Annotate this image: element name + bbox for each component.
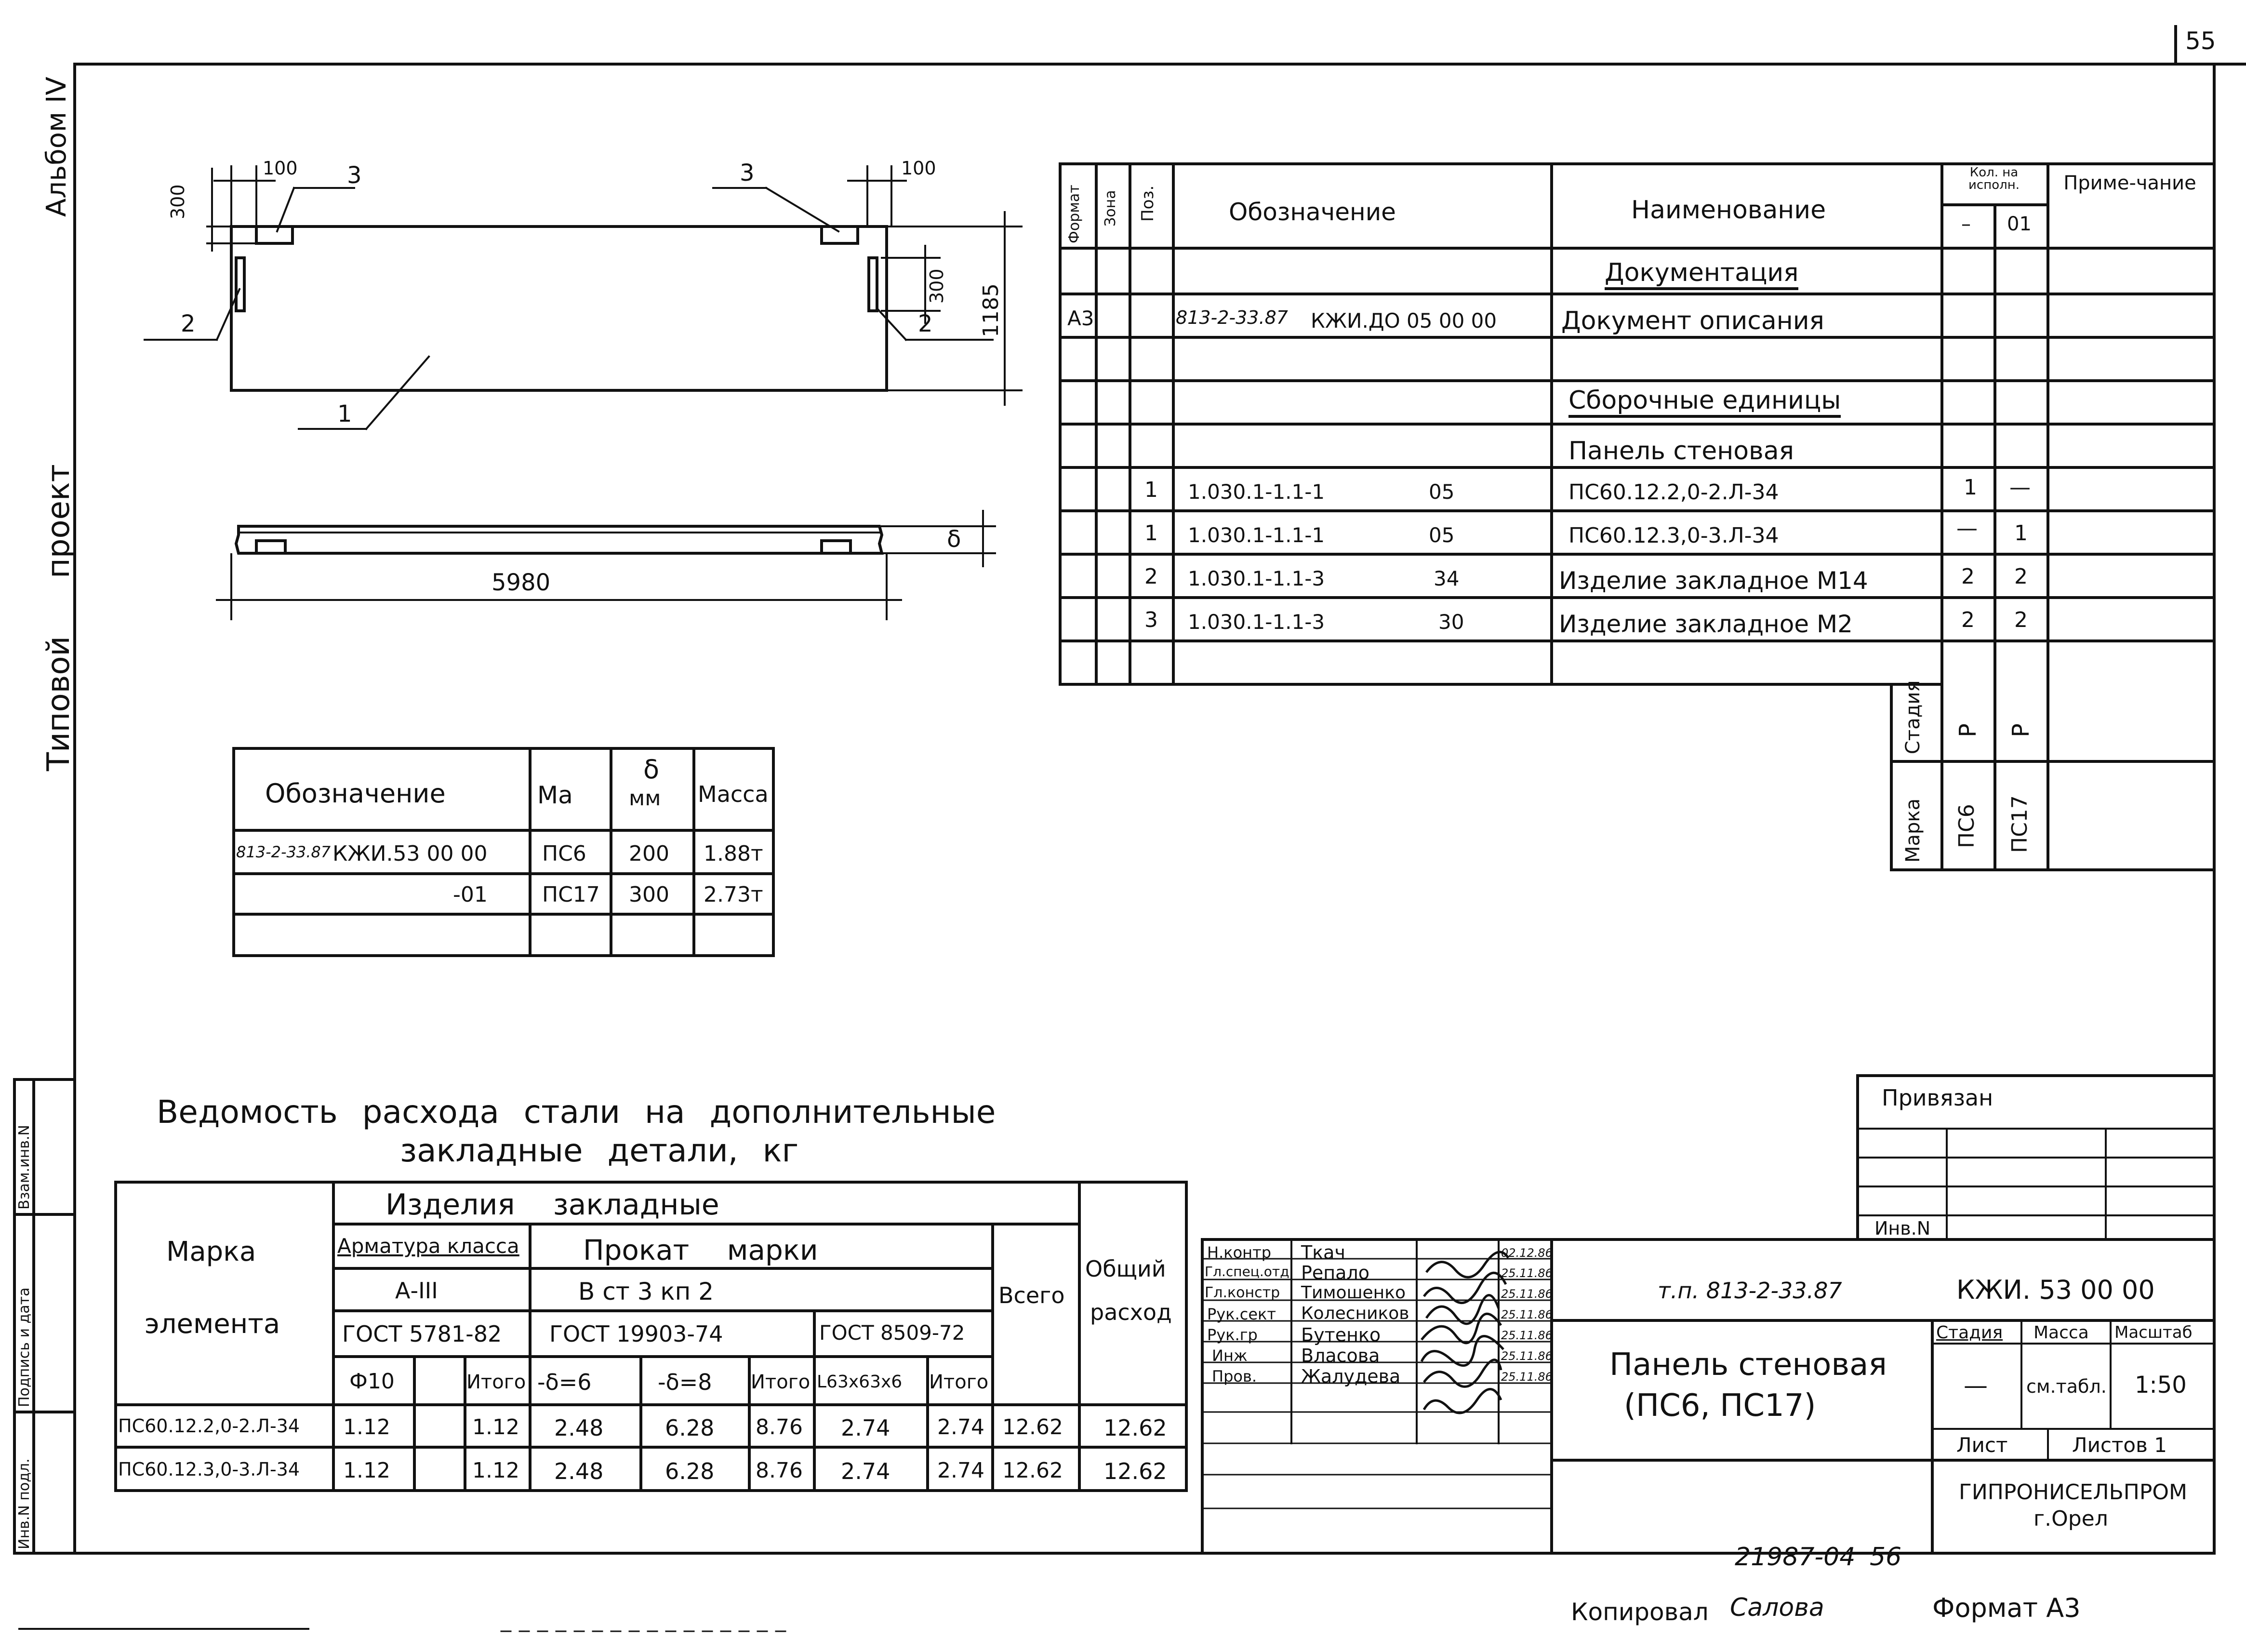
steel-row-1-d8: 6.28 (665, 1415, 715, 1441)
spec-row-1-q1: 1 (1964, 475, 1977, 500)
steel-row-1-it3: 2.74 (937, 1415, 984, 1439)
steel-row-2-d8: 6.28 (665, 1458, 715, 1484)
steel-h-rolled-grade: В ст 3 кп 2 (578, 1278, 714, 1306)
steel-row-2-it2: 8.76 (756, 1458, 803, 1483)
marks-row-1-prefix: 813-2-33.87 (236, 843, 331, 861)
footer-copied-name: Салова (1730, 1593, 1824, 1622)
spec-section-docs: Документация (1605, 260, 1798, 290)
footer-format: Формат А3 (1932, 1593, 2081, 1623)
dim-delta: δ (947, 526, 961, 553)
margin-stamp-signature: Подпись и дата (16, 1287, 33, 1407)
steel-row-2-d6: 2.48 (554, 1458, 604, 1484)
title-stage-v: — (1964, 1372, 1988, 1399)
spec-row-3-name: Изделие закладное М14 (1559, 567, 1868, 595)
title-stage-h: Стадия (1936, 1323, 2003, 1343)
bound-label: Привязан (1882, 1085, 1993, 1111)
spec-row-2-name: ПС60.12.3,0-3.Л-34 (1568, 523, 1779, 548)
title-scale-h: Масштаб (2114, 1323, 2193, 1342)
signer-7-name: Жалудева (1301, 1366, 1401, 1387)
signer-1-name: Ткач (1301, 1242, 1345, 1263)
title-scale-v: 1:50 (2135, 1372, 2187, 1399)
spec-row-1-q2: — (2009, 475, 2031, 500)
steel-h-rebar-class: А-III (395, 1278, 438, 1304)
spec-row-2-pos: 1 (1144, 521, 1158, 546)
spec-h-format: Формат (1066, 185, 1083, 243)
marks-row-1-designation: КЖИ.53 00 00 (332, 841, 488, 866)
spec-mark-b: ПС17 (2007, 795, 2032, 853)
marks-h-delta-unit: мм (629, 786, 661, 811)
callout-1: 1 (337, 400, 352, 427)
steel-h-total: Всего (998, 1282, 1065, 1308)
title-mass-v: см.табл. (2026, 1376, 2107, 1397)
steel-row-1-mark: ПС60.12.2,0-2.Л-34 (118, 1415, 300, 1437)
signer-3-name: Тимошенко (1301, 1283, 1406, 1303)
spec-row-3-suffix: 34 (1434, 567, 1460, 590)
steel-h-d8: -δ=8 (658, 1369, 712, 1395)
dim-5980: 5980 (492, 569, 551, 596)
steel-row-1-ang: 2.74 (841, 1415, 890, 1441)
steel-h-d6: -δ=6 (537, 1369, 592, 1395)
spec-subsection: Панель стеновая (1568, 437, 1794, 466)
steel-row-1-it2: 8.76 (756, 1415, 803, 1439)
steel-row-1-overall: 12.62 (1103, 1415, 1167, 1441)
steel-row-2-phi10: 1.12 (343, 1458, 390, 1483)
signer-4-date: 25.11.86 (1501, 1308, 1553, 1321)
spec-row-2-q1: — (1956, 516, 1978, 541)
spec-stage-label: Стадия (1902, 680, 1924, 754)
album-label: Альбом IV (41, 77, 72, 217)
spec-row-1-suffix: 05 (1429, 480, 1455, 504)
spec-h-qty-a: – (1961, 213, 1971, 235)
marks-row-2-mark: ПС17 (542, 882, 600, 907)
marks-row-1-mark: ПС6 (542, 841, 586, 866)
spec-h-note: Приме-чание (2063, 172, 2196, 194)
signer-4-role: Рук.сект (1207, 1305, 1276, 1323)
title-mass-h: Масса (2033, 1323, 2089, 1343)
dim-300-right: 300 (926, 268, 947, 304)
spec-row-4-q2: 2 (2014, 608, 2028, 632)
margin-stamp-inventory: Инв.N подл. (16, 1458, 33, 1549)
signer-6-role: Инж (1212, 1346, 1248, 1365)
steel-row-1-total: 12.62 (1002, 1415, 1063, 1439)
spec-row-3-designation: 1.030.1-1.1-3 (1188, 567, 1325, 590)
spec-doc-designation-a: 813-2-33.87 (1176, 307, 1288, 328)
signer-4-name: Колесников (1301, 1304, 1409, 1323)
steel-title-b: закладные детали, кг (400, 1132, 799, 1169)
spec-stage-a: Р (1954, 723, 1981, 737)
signer-5-role: Рук.гр (1207, 1326, 1258, 1344)
spec-row-4-name: Изделие закладное М2 (1559, 610, 1853, 638)
spec-doc-format: А3 (1067, 306, 1094, 330)
spec-row-4-pos: 3 (1144, 608, 1158, 632)
spec-section-units: Сборочные единицы (1568, 388, 1841, 418)
steel-h-mark-a: Марка (166, 1236, 256, 1267)
margin-title-b: проект (41, 464, 77, 578)
footer-copied-label: Копировал (1571, 1598, 1709, 1626)
signer-5-name: Бутенко (1301, 1324, 1381, 1346)
marks-row-2-designation: -01 (453, 882, 488, 907)
signer-7-date: 25.11.86 (1501, 1370, 1553, 1384)
steel-row-1-d6: 2.48 (554, 1415, 604, 1441)
title-sheet: Лист (1956, 1433, 2008, 1457)
spec-row-1-name: ПС60.12.2,0-2.Л-34 (1568, 480, 1779, 505)
steel-row-2-it3: 2.74 (937, 1458, 984, 1483)
steel-h-gost2: ГОСТ 19903-74 (549, 1321, 723, 1347)
signer-7-role: Пров. (1212, 1367, 1257, 1386)
title-org: ГИПРОНИСЕЛЬПРОМ (1959, 1480, 2188, 1505)
callout-2-right: 2 (918, 310, 933, 337)
dim-1185: 1185 (979, 283, 1003, 337)
spec-h-qty: Кол. на исполн. (1968, 165, 2020, 192)
spec-h-qty-b: 01 (2007, 213, 2032, 235)
dim-300-left: 300 (167, 184, 188, 219)
steel-h-rolled: Прокат марки (583, 1234, 818, 1266)
title-code: КЖИ. 53 00 00 (1956, 1275, 2155, 1305)
spec-row-2-suffix: 05 (1429, 523, 1455, 547)
title-name-b: (ПС6, ПС17) (1624, 1388, 1816, 1424)
spec-mark-label: Марка (1902, 798, 1924, 863)
marks-row-1-delta: 200 (629, 841, 669, 866)
steel-h-phi10: Ф10 (349, 1369, 395, 1394)
spec-row-1-designation: 1.030.1-1.1-1 (1188, 480, 1325, 504)
signer-2-date: 25.11.86 (1501, 1266, 1553, 1280)
panel-section (217, 511, 995, 619)
title-project: т.п. 813-2-33.87 (1658, 1278, 1842, 1304)
margin-title-a: Типовой (41, 636, 77, 771)
spec-mark-a: ПС6 (1954, 804, 1979, 848)
spec-row-2-q2: 1 (2014, 521, 2028, 546)
steel-h-overall-b: расход (1090, 1299, 1172, 1325)
spec-doc-designation-b: КЖИ.ДО 05 00 00 (1311, 309, 1497, 333)
marks-row-2-mass: 2.73т (704, 882, 763, 907)
steel-row-2-mark: ПС60.12.3,0-3.Л-34 (118, 1459, 300, 1480)
callout-2-left: 2 (181, 310, 196, 337)
spec-row-3-pos: 2 (1144, 564, 1158, 589)
signer-6-name: Власова (1301, 1345, 1380, 1366)
dim-100-right: 100 (901, 158, 936, 179)
title-sheets: Листов 1 (2072, 1433, 2167, 1457)
spec-stage-b: Р (2007, 723, 2034, 737)
signer-1-role: Н.контр (1207, 1243, 1272, 1262)
steel-h-mark-b: элемента (145, 1308, 280, 1340)
spec-row-4-designation: 1.030.1-1.1-3 (1188, 610, 1325, 634)
callout-3-left: 3 (347, 162, 362, 189)
footer-page: 56 (1870, 1543, 1902, 1572)
steel-h-gost1: ГОСТ 5781-82 (342, 1321, 502, 1347)
steel-row-2-overall: 12.62 (1103, 1458, 1167, 1484)
spec-doc-name: Документ описания (1561, 306, 1824, 335)
marks-h-delta: δ (643, 754, 660, 785)
steel-row-2-total: 12.62 (1002, 1458, 1063, 1483)
signer-6-date: 25.11.86 (1501, 1349, 1553, 1363)
steel-title-a: Ведомость расхода стали на дополнительные (157, 1093, 996, 1131)
title-name-a: Панель стеновая (1609, 1347, 1887, 1383)
steel-h-items: Изделия закладные (385, 1188, 719, 1222)
steel-row-2-it1: 1.12 (472, 1458, 519, 1483)
steel-h-angle: L63x63x6 (817, 1372, 903, 1392)
spec-row-4-q1: 2 (1961, 608, 1975, 632)
spec-h-zone: Зона (1102, 190, 1119, 226)
spec-row-4-suffix: 30 (1438, 610, 1464, 634)
steel-row-1-it1: 1.12 (472, 1415, 519, 1439)
callout-3-right: 3 (740, 160, 755, 187)
signer-3-date: 25.11.86 (1501, 1287, 1553, 1301)
marks-row-1-mass: 1.88т (704, 841, 763, 866)
marks-row-2-delta: 300 (629, 882, 669, 907)
signer-5-date: 25.11.86 (1501, 1329, 1553, 1342)
footer-number: 21987-04 (1735, 1543, 1856, 1572)
marks-h-mass: Масса (698, 781, 769, 807)
title-city: г.Орел (2033, 1506, 2108, 1531)
marks-h-designation: Обозначение (265, 778, 446, 809)
spec-h-designation: Обозначение (1229, 198, 1396, 226)
steel-h-rebar: Арматура класса (337, 1234, 519, 1258)
bound-inv: Инв.N (1874, 1218, 1931, 1239)
signer-2-role: Гл.спец.отд (1205, 1264, 1289, 1279)
spec-row-2-designation: 1.030.1-1.1-1 (1188, 523, 1325, 547)
signature-scribbles (1422, 1252, 1508, 1413)
steel-row-1-phi10: 1.12 (343, 1415, 390, 1439)
panel-elevation (145, 162, 1022, 429)
steel-row-2-ang: 2.74 (841, 1458, 890, 1484)
spec-h-pos: Поз. (1138, 185, 1157, 222)
signer-2-name: Репало (1301, 1262, 1369, 1283)
steel-h-itogo-2: Итого (751, 1371, 811, 1393)
dim-100-left: 100 (263, 158, 298, 179)
spec-row-3-q1: 2 (1961, 564, 1975, 589)
marks-h-mark: Ма (537, 781, 573, 809)
spec-row-1-pos: 1 (1144, 478, 1158, 502)
steel-h-itogo-3: Итого (929, 1371, 989, 1393)
steel-h-itogo-1: Итого (466, 1371, 526, 1393)
signer-1-date: 02.12.86 (1501, 1246, 1553, 1260)
steel-h-overall-a: Общий (1085, 1256, 1166, 1282)
steel-h-gost3: ГОСТ 8509-72 (819, 1321, 965, 1345)
spec-h-name: Наименование (1631, 196, 1826, 225)
signer-3-role: Гл.констр (1205, 1284, 1280, 1301)
margin-stamp-replace: Взам.инв.N (16, 1125, 33, 1210)
spec-row-3-q2: 2 (2014, 564, 2028, 589)
page-number: 55 (2185, 27, 2216, 55)
